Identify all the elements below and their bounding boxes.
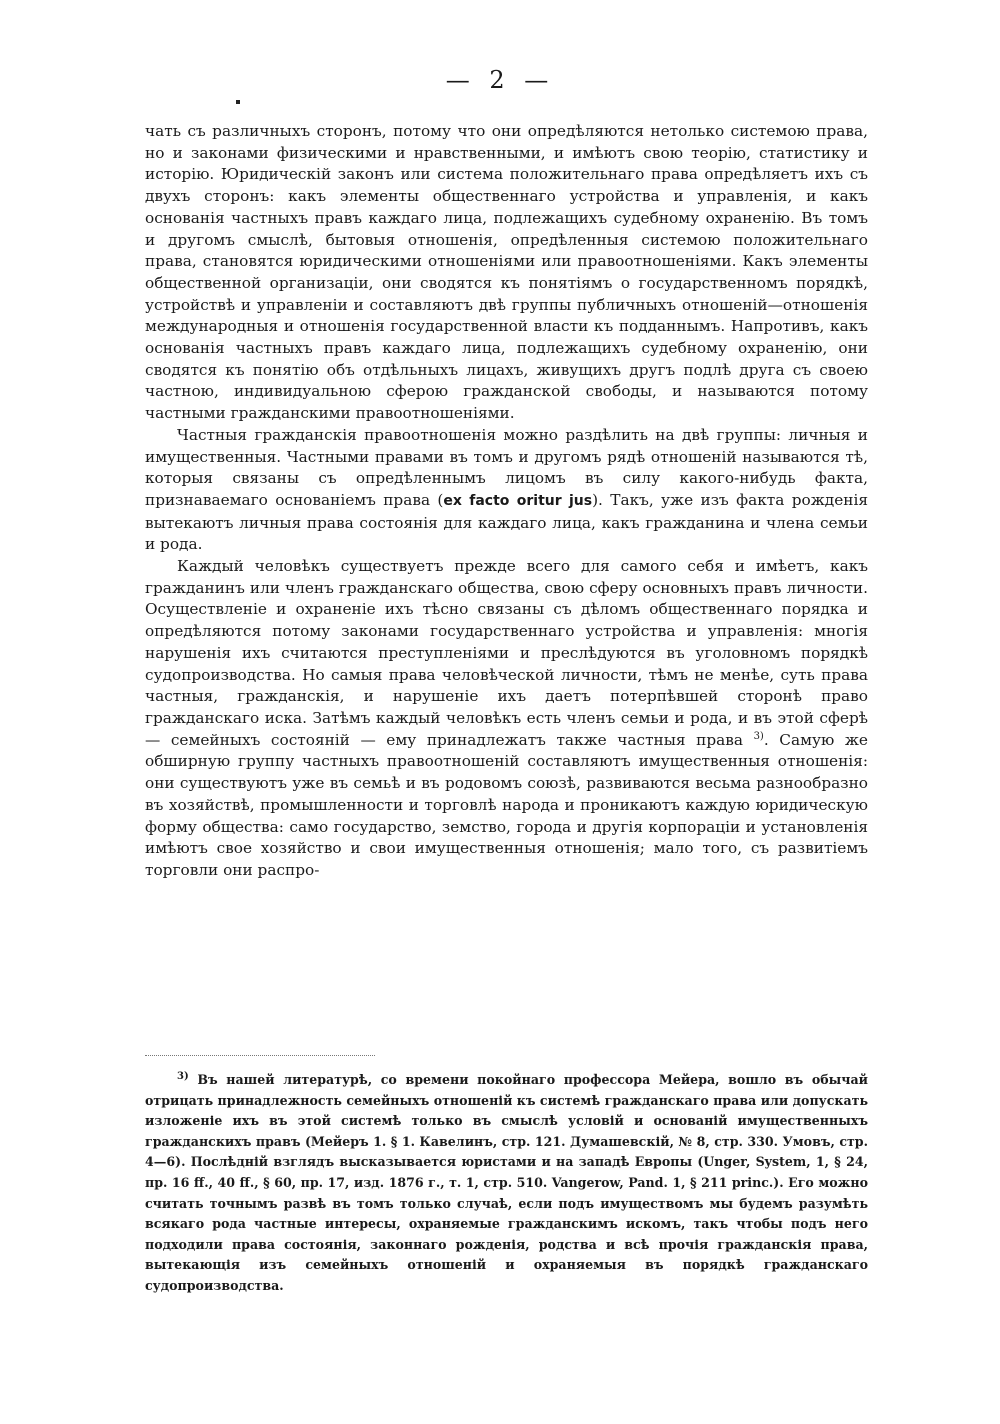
footnote-reference[interactable]: 3) [753, 730, 764, 742]
page-number: — 2 — [445, 66, 555, 94]
paragraph-3-text: Каждый человѣкъ существуетъ прежде всего для самого себя и имѣетъ, какъ гражданинъ или членъ гражданскаго общества, свою сферу основныхъ правъ личности. Осуществленіе и охраненіе ихъ тѣсно связаны съ дѣломъ общественнаго порядка и опредѣляются потому законами государственнаго устройства и управленія: многія нарушенія ихъ считаются преступленіями и преслѣдуются въ уголовномъ порядкѣ судопроизводства. Но самыя права человѣческой личности, тѣмъ не менѣе, суть права частныя, гражданскія, и нарушеніе ихъ даетъ потерпѣвшей сторонѣ право гражданскаго иска. Затѣмъ каждый человѣкъ есть членъ семьи и рода, и въ этой сферѣ — семейныхъ состояній — ему принадлежатъ также частныя права [145, 557, 868, 749]
paragraph-2 [145, 425, 868, 556]
paragraph-3 [145, 556, 868, 882]
footnote-separator [145, 1055, 375, 1056]
main-text [145, 121, 868, 882]
paragraph-1: чать съ различныхъ сторонъ, потому что они опредѣляются нетолько системою права, но и законами физическими и нравственными, и имѣютъ свою теорію, статистику и исторію. Юридическій законъ или система положительнаго права опредѣляетъ ихъ съ двухъ сторонъ: какъ элементы общественнаго устройства и управленія, и какъ основанія частныхъ правъ каждаго лица, подлежащихъ судебному охраненію. Въ томъ и другомъ смыслѣ, бытовыя отношенія, опредѣленныя системою положительнаго права, становятся юридическими отношеніями или правоотношеніями. Какъ элементы общественной организаціи, они сводятся къ понятіямъ о государственномъ порядкѣ, устройствѣ и управленіи и составляютъ двѣ группы публичныхъ отношеній—отношенія международныя и отношенія государственной власти къ подданнымъ. Напротивъ, какъ основанія частныхъ правъ каждаго лица, подлежащихъ судебному охраненію, они сводятся къ понятію объ отдѣльныхъ лицахъ, живущихъ другъ подлѣ друга съ своею частною, индивидуальною сферою гражданской свободы, и называются потому частными гражданскими правоотношеніями. [145, 122, 868, 423]
footnote-text: Въ нашей литературѣ, со времени покойнаго профессора Мейера, вошло въ обычай отрицать принадлежность семейныхъ отношеній къ системѣ гражданскаго права или допускать изложеніе ихъ въ этой системѣ только въ смыслѣ условій и основаній имущественныхъ гражданскихъ правъ (Мейеръ 1. § 1. Кавелинъ, стр. 121. Думашевскій, № 8, стр. 330. Умовъ, стр. 4—6). Послѣдній взглядъ высказывается юристами и на западѣ Европы (Unger, System, 1, § 24, пр. 16 ff., 40 ff., § 60, пр. 17, изд. 1876 г., т. 1, стр. 510. Vangerow, Pand. 1, § 211 princ.). Его можно считать точнымъ развѣ въ томъ только случаѣ, если подъ имуществомъ мы будемъ разумѣть всякаго рода частные интересы, охраняемые гражданскимъ искомъ, такъ чтобы подъ него подходили права состоянія, законнаго рожденія, родства и всѣ прочія гражданскія права, вытекающія изъ семейныхъ отношеній и охраняемыя въ порядкѣ гражданскаго судопроизводства. [145, 1072, 868, 1293]
footnote-paragraph [145, 1070, 868, 1297]
paragraph-2-text: Частныя гражданскія правоотношенія можно раздѣлить на двѣ группы: личныя и имущественныя. Частными правами въ томъ и другомъ рядѣ отношеній называются тѣ, которыя связаны съ опредѣленнымъ лицомъ въ силу какого-нибудь факта, признаваемаго основаніемъ права ( [145, 425, 868, 509]
paragraph-3-text-end: . Самую же обширную группу частныхъ правоотношеній составляютъ имущественныя отношенія: они существуютъ уже въ семьѣ и въ родовомъ союзѣ, развиваются весьма разнообразно въ хозяйствѣ, промышленности и торговлѣ народа и проникаютъ каждую юридическую форму общества: само государство, земство, города и другія корпораціи и установленія имѣютъ свое хозяйство и свои имущественныя отношенія; мало того, съ развитіемъ торговли они распро- [145, 730, 868, 879]
footnote [145, 1070, 868, 1297]
latin-maxim: ex facto oritur jus [443, 492, 593, 509]
paragraph-2-text-end: ). Такъ, уже изъ факта рожденія вытекаютъ личныя права состоянія для каждаго лица, какъ гражданина и члена семьи и рода. [145, 490, 868, 554]
print-speck [236, 100, 240, 104]
footnote-marker: 3) [177, 1070, 189, 1082]
